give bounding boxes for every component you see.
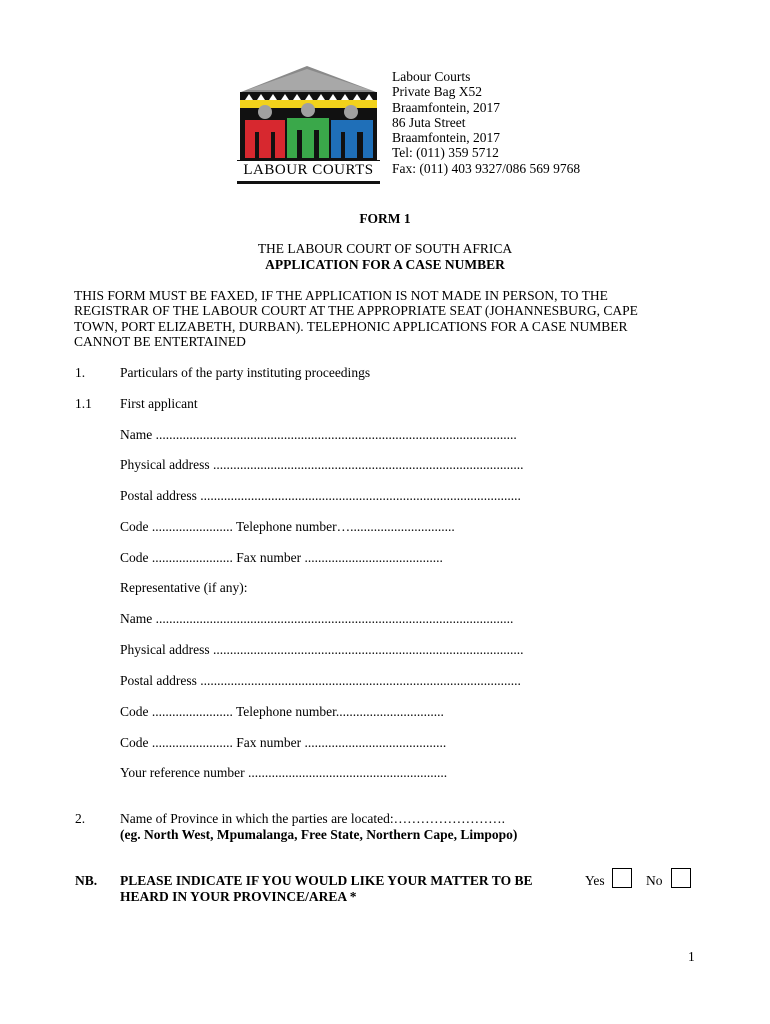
section-1-number: 1. (75, 365, 86, 380)
province-example: (eg. North West, Mpumalanga, Free State, Northern Cape, Limpopo) (120, 827, 518, 842)
logo-text: LABOUR COURTS (237, 160, 380, 184)
section-1-1-label: First applicant (120, 396, 198, 411)
applicant-code-telephone-field[interactable]: Code ........................ Telephone number…............................... (120, 519, 455, 534)
labour-courts-logo (237, 64, 380, 182)
address-line: Braamfontein, 2017 (392, 130, 500, 146)
no-checkbox[interactable] (671, 868, 691, 888)
address-line: Braamfontein, 2017 (392, 99, 500, 115)
representative-physical-address-field[interactable]: Physical address ............................................................................................ (120, 642, 524, 657)
address-line: Private Bag X52 (392, 84, 482, 100)
notice (74, 288, 638, 349)
court-address (392, 69, 580, 176)
no-label: No (646, 873, 663, 888)
applicant-postal-address-field[interactable]: Postal address ............................................................................................... (120, 488, 521, 503)
province-field[interactable]: Name of Province in which the parties are located:……………………. (120, 811, 506, 826)
representative-postal-address-field[interactable]: Postal address ............................................................................................... (120, 673, 521, 688)
address-line: Fax: (011) 403 9327/086 569 9768 (392, 160, 581, 176)
representative-code-fax-field[interactable]: Code ........................ Fax number .......................................... (120, 735, 447, 750)
nb-question-line-2: HEARD IN YOUR PROVINCE/AREA * (120, 889, 357, 904)
section-2-number: 2. (75, 811, 86, 826)
address-line: Tel: (011) 359 5712 (392, 145, 499, 161)
address-line: Labour Courts (392, 69, 471, 84)
yes-label: Yes (585, 873, 605, 888)
section-1-1-number: 1.1 (75, 396, 92, 411)
representative-code-telephone-field[interactable]: Code ........................ Telephone number................................ (120, 704, 444, 719)
applicant-name-field[interactable]: Name ........................................................................................................... (120, 427, 517, 442)
court-name: THE LABOUR COURT OF SOUTH AFRICA (257, 241, 513, 256)
address-line: 86 Juta Street (392, 114, 466, 130)
notice-line: REGISTRAR OF THE LABOUR COURT AT THE APPROPRIATE SEAT (JOHANNESBURG, CAPE (74, 303, 638, 319)
yes-checkbox[interactable] (612, 868, 632, 888)
nb-label: NB. (75, 873, 98, 888)
notice-line: THIS FORM MUST BE FAXED, IF THE APPLICATION IS NOT MADE IN PERSON, TO THE (74, 288, 608, 303)
form-number: FORM 1 (359, 211, 411, 226)
applicant-code-fax-field[interactable]: Code ........................ Fax number ......................................... (120, 550, 443, 565)
section-1-label: Particulars of the party instituting proceedings (120, 365, 371, 380)
applicant-physical-address-field[interactable]: Physical address ............................................................................................ (120, 457, 524, 472)
representative-name-field[interactable]: Name .......................................................................................................... (120, 611, 514, 626)
notice-line: TOWN, PORT ELIZABETH, DURBAN). TELEPHONIC APPLICATIONS FOR A CASE NUMBER (74, 318, 628, 334)
representative-label: Representative (if any): (120, 580, 248, 595)
form-title: APPLICATION FOR A CASE NUMBER (265, 257, 505, 272)
nb-question-line-1: PLEASE INDICATE IF YOU WOULD LIKE YOUR MATTER TO BE (120, 873, 533, 888)
notice-line: CANNOT BE ENTERTAINED (74, 333, 246, 349)
page-number: 1 (688, 949, 695, 964)
reference-number-field[interactable]: Your reference number ........................................................... (120, 765, 448, 780)
